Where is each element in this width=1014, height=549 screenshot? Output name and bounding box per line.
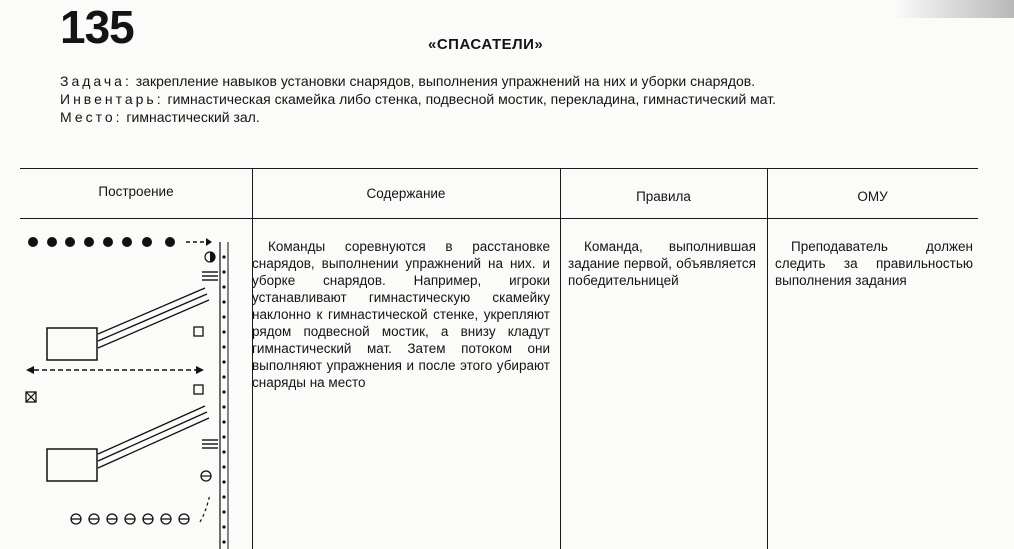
player-marker-bottom	[201, 471, 211, 481]
formation-diagram	[20, 222, 235, 549]
teacher-icon	[26, 392, 36, 402]
equipment-line	[20, 90, 980, 108]
column-divider-3	[767, 168, 768, 549]
team-two-players	[71, 514, 189, 524]
task-label: Задача:	[60, 73, 132, 89]
player-marker-top	[205, 252, 215, 262]
task-line	[20, 72, 980, 90]
wall-bars	[220, 242, 228, 549]
omu-cell	[775, 238, 973, 289]
header-content: Содержание	[366, 186, 446, 201]
gym-mat-lower	[47, 449, 97, 481]
header-rules: Правила	[636, 189, 691, 204]
column-divider-2	[560, 168, 561, 549]
task-text: закрепление навыков установки снарядов, выполнения упражнений на них и уборки снарядов.	[131, 73, 756, 89]
team-one-players	[28, 237, 175, 247]
table-top-rule	[20, 168, 978, 169]
game-meta	[20, 72, 980, 126]
game-number: 135	[60, 1, 134, 53]
content-text: Команды соревнуются в расстановке снарядов, выполнении упражнений на них. и уборке снарядов. Например, игроки устанавливают гимнастическую скамейку наклонно к гимнастической стенке, укрепляют рядом подвесной мостик, а внизу кладут гимнастический мат. Затем потоком они выполняют упражнения и после этого убирают снаряды на место	[252, 239, 550, 390]
place-text: гимнастический зал.	[122, 109, 260, 125]
table-header-rule	[20, 218, 978, 219]
equipment-text: гимнастическая скамейка либо стенка, подвесной мостик, перекладина, гимнастический мат.	[163, 91, 777, 107]
bridge-marker-upper	[194, 327, 203, 336]
bench-anchors-upper	[202, 272, 218, 280]
content-cell	[252, 238, 550, 391]
scan-artifact	[894, 0, 1014, 18]
rules-cell	[568, 238, 756, 289]
rules-text: Команда, выполнившая задание первой, объявляется победительницей	[568, 239, 756, 288]
bench-upper	[98, 288, 209, 348]
place-label: Место:	[60, 109, 123, 125]
place-line	[20, 108, 980, 126]
header-omu: ОМУ	[857, 189, 888, 204]
bridge-marker-lower	[194, 385, 203, 394]
double-arrow	[26, 366, 204, 374]
bench-anchors-lower	[202, 440, 218, 448]
equipment-label: Инвентарь:	[60, 91, 164, 107]
bench-lower	[98, 406, 209, 468]
team-two-arrow	[200, 494, 210, 522]
header-formation: Построение	[98, 184, 174, 199]
gym-mat-upper	[47, 328, 97, 360]
omu-text: Преподаватель должен следить за правильностью выполнения задания	[775, 239, 973, 288]
game-title: «СПАСАТЕЛИ»	[428, 36, 544, 53]
